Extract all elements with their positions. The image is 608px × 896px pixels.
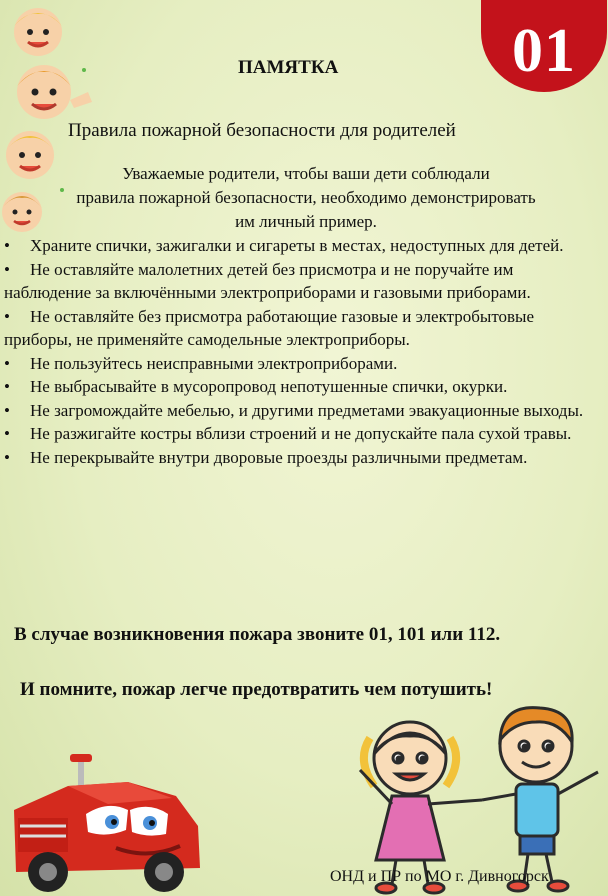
bullet-icon: • <box>4 306 10 326</box>
bullet-icon: • <box>4 400 10 420</box>
boy-figure <box>482 708 598 891</box>
intro-line-2: правила пожарной безопасности, необходимо демонстрировать <box>76 188 536 207</box>
intro-paragraph <box>36 162 576 234</box>
page-subtitle: Правила пожарной безопасности для родителей <box>68 120 456 141</box>
kid-face-2 <box>17 65 92 119</box>
rule-item <box>4 234 598 258</box>
rule-text: Не загромождайте мебелью, и другими предметами эвакуационные выходы. <box>30 400 584 420</box>
intro-line-1: Уважаемые родители, чтобы ваши дети соблюдали <box>122 164 490 183</box>
footer-organization: ОНД и ПР по МО г. Дивногорск <box>330 868 549 885</box>
rule-text: Не выбрасывайте в мусоропровод непотушенные спички, окурки. <box>30 377 508 396</box>
rule-text: Храните спички, зажигалки и сигареты в местах, недоступных для детей. <box>30 236 564 255</box>
kid-face-1 <box>14 8 62 56</box>
rule-item <box>4 258 598 305</box>
safety-rules-list <box>4 234 598 469</box>
emergency-number-badge <box>481 0 607 92</box>
rule-text: Не оставляйте малолетних детей без присмотра и не поручайте им наблюдение за включёнными электроприборами и газовыми приборами. <box>4 259 531 302</box>
bullet-icon: • <box>4 447 10 467</box>
rule-item <box>4 399 598 423</box>
rule-text: Не пользуйтесь неисправными электроприборами. <box>30 353 398 373</box>
intro-line-3: им личный пример. <box>235 212 377 231</box>
page-title: ПАМЯТКА <box>238 57 339 78</box>
bullet-icon: • <box>4 377 10 396</box>
fire-truck-illustration <box>8 748 208 896</box>
bullet-icon: • <box>4 259 10 279</box>
rule-item <box>4 305 598 352</box>
bullet-icon: • <box>4 353 10 373</box>
rule-item <box>4 422 598 446</box>
emergency-call-text: В случае возникновения пожара звоните 01, 101 или 112. <box>14 624 501 645</box>
prevention-slogan: И помните, пожар легче предотвратить чем потушить! <box>20 679 493 700</box>
badge-number: 01 <box>512 16 576 85</box>
rule-text: Не оставляйте без присмотра работающие газовые и электробытовые приборы, не применяйте самодельные электроприборы. <box>4 306 535 349</box>
rule-item <box>4 352 598 376</box>
cartoon-kids-illustration <box>352 700 608 896</box>
bullet-icon: • <box>4 424 10 443</box>
rule-text: Не разжигайте костры вблизи строений и не допускайте пала сухой травы. <box>30 424 572 443</box>
bullet-icon: • <box>4 236 10 255</box>
rule-item <box>4 446 598 470</box>
rule-item <box>4 375 598 399</box>
rule-text: Не перекрывайте внутри дворовые проезды различными предметам. <box>30 447 528 467</box>
